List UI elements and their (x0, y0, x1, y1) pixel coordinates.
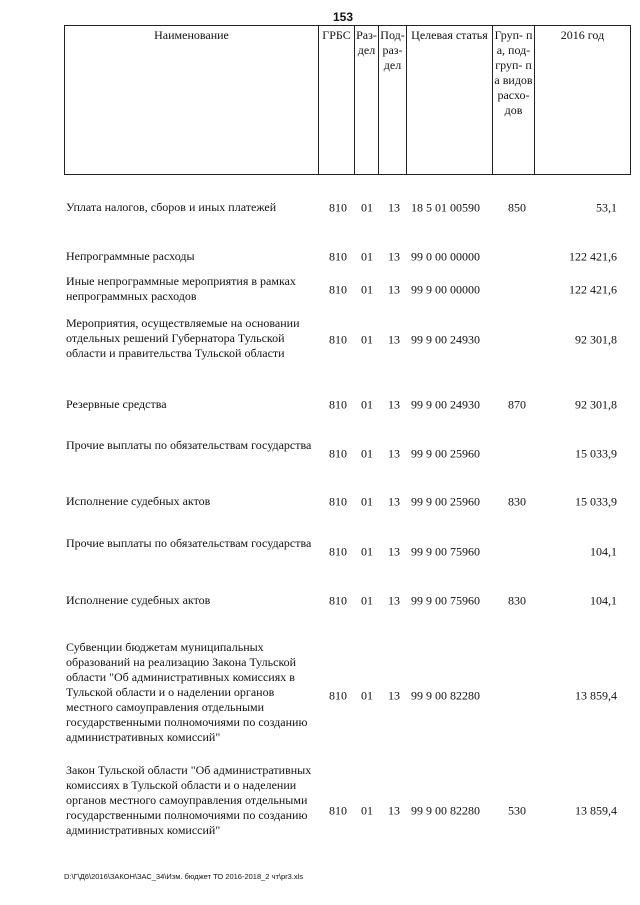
row-name: Прочие выплаты по обязательствам государства (66, 536, 312, 550)
file-path-footer: D:\Г\Д6\2016\ЗАКОН\ЗАС_34\Изм. бюджет ТО 2016-2018_2 чт\pr3.xls (64, 872, 304, 881)
row-razdel: 01 (361, 803, 373, 817)
row-grbs: 810 (329, 249, 347, 264)
row-name: Иные непрограммные мероприятия в рамках непрограммных расходов (66, 274, 296, 303)
header-target: Целевая статья (407, 26, 493, 175)
row-target: 99 9 00 24930 (411, 332, 480, 346)
row-target: 99 9 00 75960 (411, 544, 480, 558)
row-grbs: 810 (329, 200, 347, 215)
row-name: Субвенции бюджетам муниципальных образований на реализацию Закона Тульской области "Об административных комиссиях в Тульской области и о наделении органов местного самоуправления отдельными государственными полномочиями по созданию административных комиссий" (66, 640, 308, 744)
table-row (0, 494, 640, 510)
row-name: Исполнение судебных актов (66, 494, 211, 508)
row-amount: 104,1 (590, 593, 617, 608)
row-name: Уплата налогов, сборов и иных платежей (66, 200, 277, 214)
row-group: 870 (508, 397, 526, 412)
table-row (0, 249, 640, 265)
row-razdel: 01 (361, 249, 373, 264)
table-row (0, 763, 640, 858)
row-grbs: 810 (329, 494, 347, 509)
row-name: Непрограммные расходы (66, 249, 195, 263)
row-grbs: 810 (329, 332, 347, 346)
row-grbs: 810 (329, 446, 347, 460)
row-grbs: 810 (329, 593, 347, 608)
table-row (0, 274, 640, 305)
row-podrazdel: 13 (388, 593, 400, 608)
row-target: 99 9 00 82280 (411, 688, 480, 702)
row-name: Закон Тульской области "Об административных комиссиях в Тульской области и о наделении органов местного самоуправления отдельными государственными полномочиями по созданию административных комиссий" (66, 763, 312, 837)
row-name: Мероприятия, осуществляемые на основании отдельных решений Губернатора Тульской области и правительства Тульской области (66, 316, 300, 360)
row-amount: 122 421,6 (569, 249, 617, 264)
row-amount: 92 301,8 (575, 332, 617, 346)
row-amount: 15 033,9 (575, 446, 617, 460)
header-name: Наименование (65, 26, 319, 175)
row-grbs: 810 (329, 282, 347, 296)
row-target: 99 9 00 24930 (411, 397, 480, 412)
row-group: 830 (508, 593, 526, 608)
table-row (0, 536, 640, 567)
row-podrazdel: 13 (388, 249, 400, 264)
row-razdel: 01 (361, 494, 373, 509)
page-number: 153 (333, 10, 354, 24)
row-razdel: 01 (361, 332, 373, 346)
row-grbs: 810 (329, 688, 347, 702)
table-row (0, 640, 640, 751)
table-row (0, 200, 640, 216)
table-row (0, 316, 640, 363)
table-row (0, 397, 640, 413)
row-razdel: 01 (361, 544, 373, 558)
row-target: 99 0 00 00000 (411, 249, 480, 264)
row-amount: 13 859,4 (575, 803, 617, 817)
row-amount: 92 301,8 (575, 397, 617, 412)
row-razdel: 01 (361, 593, 373, 608)
row-target: 99 9 00 75960 (411, 593, 480, 608)
row-podrazdel: 13 (388, 332, 400, 346)
table-row (0, 593, 640, 609)
row-razdel: 01 (361, 200, 373, 215)
row-grbs: 810 (329, 544, 347, 558)
row-razdel: 01 (361, 446, 373, 460)
row-target: 99 9 00 82280 (411, 803, 480, 817)
row-target: 99 9 00 25960 (411, 494, 480, 509)
row-podrazdel: 13 (388, 397, 400, 412)
row-podrazdel: 13 (388, 494, 400, 509)
row-razdel: 01 (361, 282, 373, 296)
header-grbs: ГРБС (319, 26, 355, 175)
row-podrazdel: 13 (388, 803, 400, 817)
row-group: 830 (508, 494, 526, 509)
row-target: 99 9 00 25960 (411, 446, 480, 460)
row-grbs: 810 (329, 397, 347, 412)
row-amount: 104,1 (590, 544, 617, 558)
row-amount: 15 033,9 (575, 494, 617, 509)
row-amount: 53,1 (596, 200, 617, 215)
row-amount: 122 421,6 (569, 282, 617, 296)
row-name: Резервные средства (66, 397, 167, 411)
row-podrazdel: 13 (388, 544, 400, 558)
row-name: Исполнение судебных актов (66, 593, 211, 607)
row-grbs: 810 (329, 803, 347, 817)
row-podrazdel: 13 (388, 688, 400, 702)
row-amount: 13 859,4 (575, 688, 617, 702)
row-razdel: 01 (361, 688, 373, 702)
row-group: 530 (508, 803, 526, 817)
header-razdel: Раз- дел (355, 26, 379, 175)
row-razdel: 01 (361, 397, 373, 412)
row-target: 99 9 00 00000 (411, 282, 480, 296)
header-podrazdel: Под- раз- дел (379, 26, 407, 175)
row-name: Прочие выплаты по обязательствам государства (66, 438, 312, 452)
row-podrazdel: 13 (388, 446, 400, 460)
header-group: Груп- па, под- груп- па видов расхо- дов (493, 26, 535, 175)
row-target: 18 5 01 00590 (411, 200, 480, 215)
row-podrazdel: 13 (388, 200, 400, 215)
row-group: 850 (508, 200, 526, 215)
table-row (0, 438, 640, 469)
row-podrazdel: 13 (388, 282, 400, 296)
header-year: 2016 год (535, 26, 631, 175)
